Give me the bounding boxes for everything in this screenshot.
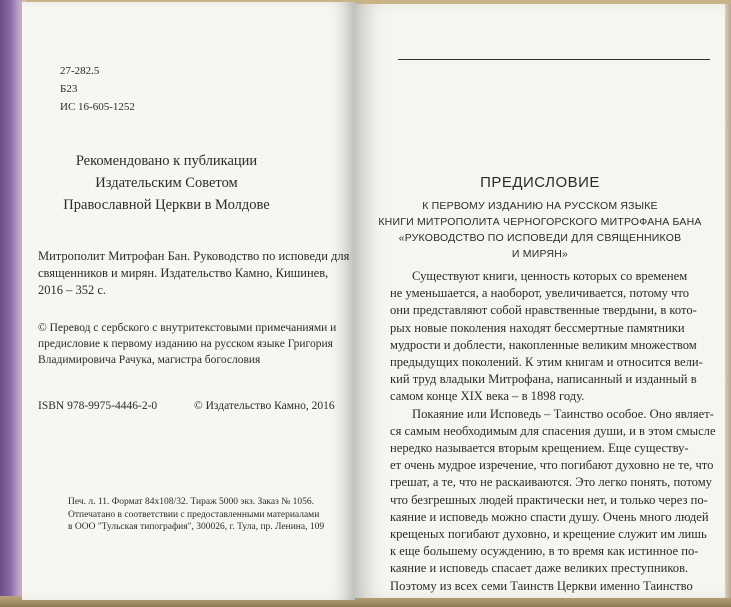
bibliographic-line: 2016 – 352 с.	[38, 283, 107, 297]
preface-heading-text: ПРЕДИСЛОВИЕ	[480, 174, 600, 191]
body-line: Покаяние или Исповедь – Таинство особое. Оно являет-	[412, 406, 714, 421]
body-line: самом конце XIX века – в 1898 году.	[390, 389, 585, 404]
body-line: нередко называется вторым крещением. Еще существу-	[390, 441, 689, 456]
subheading-line: «РУКОВОДСТВО ПО ИСПОВЕДИ ДЛЯ СВЯЩЕННИКОВ	[398, 232, 682, 244]
translation-line: © Перевод с сербского с внутритекстовыми примечаниями и	[38, 322, 337, 334]
translation-line: Владимировича Рачука, магистра богословия	[38, 354, 261, 366]
body-line: крещеных погибают духовно, и крещение служит им лишь	[390, 527, 707, 542]
body-line: рых новые поколения находят бессмертные памятники	[390, 320, 685, 335]
classification-line: 27-282.5	[60, 65, 100, 77]
body-line: они представляют собой нравственные твердыни, в кото-	[390, 303, 697, 318]
bibliographic-line: священников и мирян. Издательство Камно, Кишинев,	[38, 266, 329, 280]
body-line: Существуют книги, ценность которых со временем	[412, 269, 688, 283]
translation-line: предисловие к первому изданию на русском языке Григория	[38, 338, 333, 350]
imprint-line: в ООО "Тульская типография", 300026, г. Тула, пр. Ленина, 109	[68, 522, 325, 532]
preface-body	[390, 268, 716, 595]
library-classification	[60, 62, 135, 116]
isbn-number: ISBN 978-9975-4446-2-0	[38, 400, 158, 412]
body-line: кий труд владыки Митрофана, написанный и изданный в	[390, 372, 697, 387]
body-line: грешат, а те, что не раскаиваются. Это легко понять, потому	[390, 475, 712, 490]
header-rule	[398, 59, 710, 60]
recommendation-line: Издательским Советом	[95, 175, 238, 191]
translation-note	[38, 320, 336, 368]
body-line: не уменьшается, а наоборот, увеличивается, потому что	[390, 286, 690, 301]
imprint-line: Отпечатано в соответствии с предоставленными материалами	[68, 509, 320, 520]
bibliographic-line: Митрополит Митрофан Бан. Руководство по исповеди для	[38, 249, 350, 263]
body-line: ся самым необходимым для спасения души, и в этом смысле	[390, 423, 716, 438]
body-line: к еще большему осуждению, в то время как истинное по-	[390, 544, 699, 559]
recommendation-block	[0, 150, 333, 216]
classification-line: ИС 16-605-1252	[60, 101, 135, 113]
body-line: предыдущих поколений. К этим книгам и относится вели-	[390, 355, 703, 370]
bibliographic-record	[38, 248, 349, 299]
classification-line: Б23	[60, 83, 78, 95]
recommendation-line: Рекомендовано к публикации	[75, 153, 258, 169]
recommendation-line: Православной Церкви в Молдове	[63, 197, 270, 213]
body-line: Поэтому из всех семи Таинств Церкви именно Таинство	[390, 578, 693, 593]
body-line: ет очень мудрое изречение, что погибают духовно не те, что	[390, 458, 714, 473]
subheading-line: КНИГИ МИТРОПОЛИТА ЧЕРНОГОРСКОГО МИТРОФАНА БАНА	[378, 216, 702, 228]
body-line: каяние и исповедь спасает даже великих преступников.	[390, 561, 689, 576]
subheading-line: И МИРЯН»	[511, 248, 569, 260]
body-line: что безгрешных людей практически нет, и только через по-	[390, 492, 708, 507]
body-line: каяние и исповедь можно спасти душу. Очень много людей	[390, 509, 709, 524]
imprint-line: Печ. л. 11. Формат 84х108/32. Тираж 5000 экз. Заказ № 1056.	[68, 497, 315, 507]
body-line: мудрости и доблести, накопленные великим множеством	[390, 337, 697, 352]
print-imprint	[68, 496, 324, 534]
preface-subheading	[355, 198, 725, 262]
subheading-line: К ПЕРВОМУ ИЗДАНИЮ НА РУССКОМ ЯЗЫКЕ	[422, 200, 658, 212]
publisher-copyright: © Издательство Камно, 2016	[194, 400, 335, 412]
preface-heading	[355, 174, 725, 191]
